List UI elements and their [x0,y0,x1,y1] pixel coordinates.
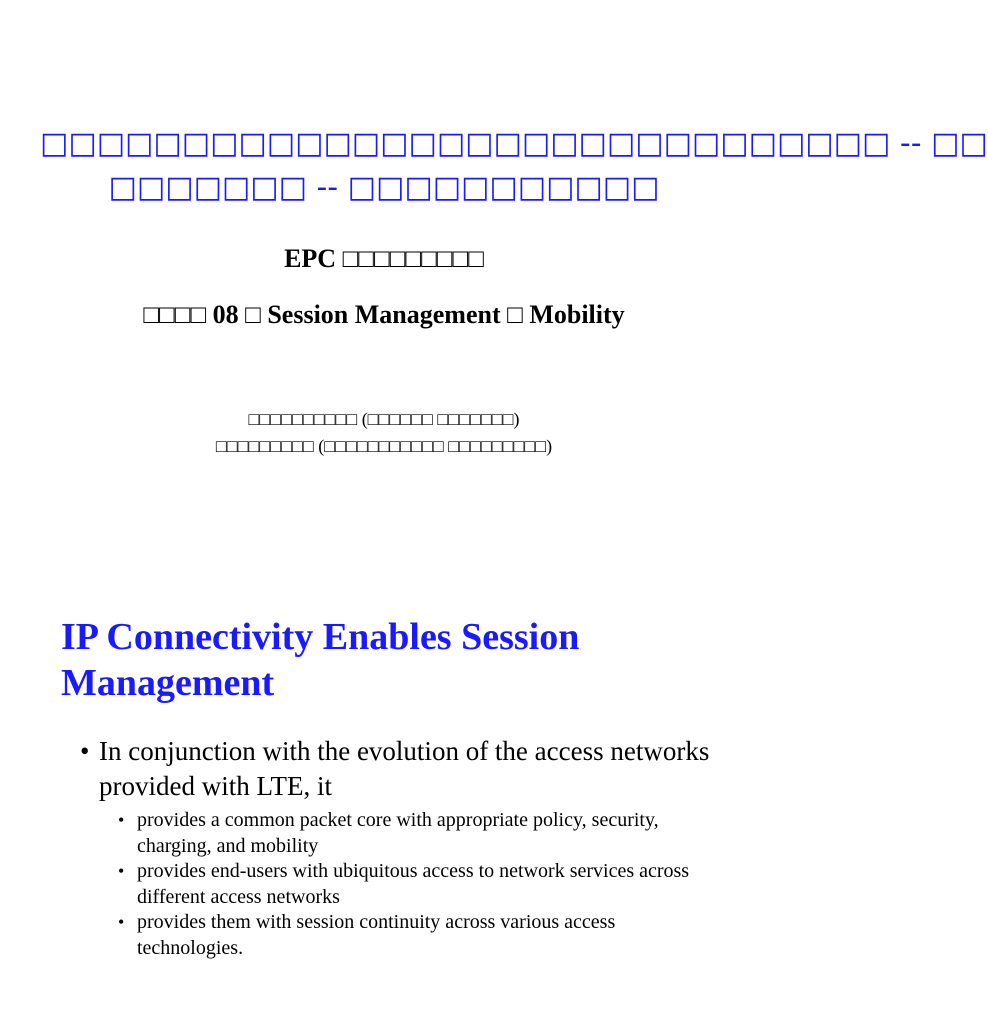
sub-bullet-dot-icon: • [118,912,125,932]
author-block [0,406,768,460]
author-line-1: □□□□□□□□□□ (□□□□□□ □□□□□□□) [248,409,520,429]
sub-bullet-dot-icon: • [118,810,125,830]
author-line-2: □□□□□□□□□ (□□□□□□□□□□□ □□□□□□□□□) [215,436,553,456]
sub-bullet-item [118,859,720,910]
content-slide [0,600,768,1024]
subtitle: EPC □□□□□□□□□ [284,244,484,273]
bullet-list [80,734,720,961]
bullet-text: In conjunction with the evolution of the access networks provided with LTE, it [99,736,710,801]
sub-bullet-text: provides a common packet core with appropriate policy, security, charging, and mobility [137,809,659,857]
sub-bullet-dot-icon: • [118,861,125,881]
lecture-title: □□□□ 08 □ Session Management □ Mobility [143,300,625,329]
main-title-line-2: □□□□□□□ -- □□□□□□□□□□□ [108,170,660,205]
sub-bullet-text: provides them with session continuity across various access technologies. [137,911,616,959]
main-title-line-1: □□□□□□□□□□□□□□□□□□□□□□□□□□□□□□ -- □□ [40,126,988,161]
slide-title: IP Connectivity Enables Session Management [61,616,580,704]
sub-bullet-item [118,910,720,961]
sub-bullet-item [118,808,720,859]
sub-bullet-text: provides end-users with ubiquitous access to network services across different access networks [137,860,690,908]
bullet-dot-icon: • [80,736,90,766]
main-title [40,122,988,210]
bullet-item [80,734,720,804]
sub-bullet-list [118,808,720,961]
